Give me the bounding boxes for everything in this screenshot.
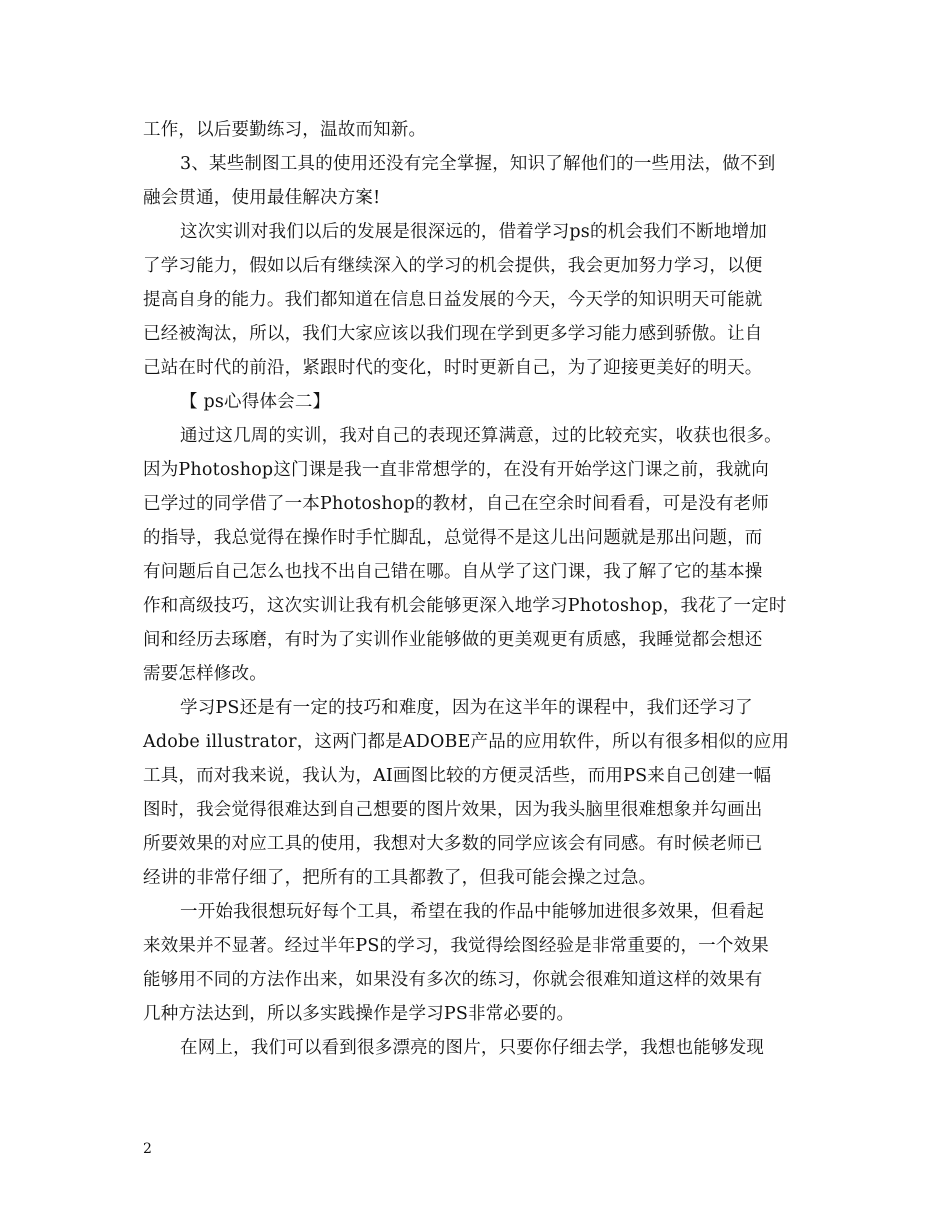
section-heading: 【 ps心得体会二】: [180, 392, 331, 412]
text-line: 图时，我会觉得很难达到自己想要的图片效果，因为我头脑里很难想象并勾画出: [143, 800, 763, 820]
text-line: 一开始我很想玩好每个工具，希望在我的作品中能够加进很多效果，但看起: [180, 902, 765, 922]
text-line: 已学过的同学借了一本Photoshop的教材，自己在空余时间看看，可是没有老师: [143, 494, 769, 514]
text-line: 能够用不同的方法作出来，如果没有多次的练习，你就会很难知道这样的效果有: [143, 970, 763, 990]
text-line: 来效果并不显著。经过半年PS的学习，我觉得绘图经验是非常重要的，一个效果: [143, 936, 769, 956]
text-line: 有问题后自己怎么也找不出自己错在哪。自从学了这门课，我了解了它的基本操: [143, 562, 763, 582]
text-line: 这次实训对我们以后的发展是很深远的，借着学习ps的机会我们不断地增加: [180, 222, 767, 242]
text-line: 工作，以后要勤练习，温故而知新。: [143, 120, 427, 140]
text-line: 了学习能力，假如以后有继续深入的学习的机会提供，我会更加努力学习，以便: [143, 256, 763, 276]
text-line: 所要效果的对应工具的使用，我想对大多数的同学应该会有同感。有时候老师已: [143, 834, 763, 854]
text-line: 的指导，我总觉得在操作时手忙脚乱，总觉得不是这儿出问题就是那出问题，而: [143, 528, 763, 548]
text-line: 已经被淘汰，所以，我们大家应该以我们现在学到更多学习能力感到骄傲。让自: [143, 324, 763, 344]
text-line: 己站在时代的前沿，紧跟时代的变化，时时更新自己，为了迎接更美好的明天。: [143, 358, 763, 378]
page-number: 2: [143, 1141, 152, 1157]
text-line: 在网上，我们可以看到很多漂亮的图片，只要你仔细去学，我想也能够发现: [180, 1038, 765, 1058]
text-line: 提高自身的能力。我们都知道在信息日益发展的今天，今天学的知识明天可能就: [143, 290, 763, 310]
text-line: 经讲的非常仔细了，把所有的工具都教了，但我可能会操之过急。: [143, 868, 657, 888]
text-line: 3、某些制图工具的使用还没有完全掌握，知识了解他们的一些用法，做不到: [180, 154, 776, 174]
text-line: Adobe illustrator，这两门都是ADOBE产品的应用软件，所以有很多相似的应用: [143, 732, 790, 752]
text-line: 学习PS还是有一定的技巧和难度，因为在这半年的课程中，我们还学习了: [180, 698, 753, 718]
text-line: 工具，而对我来说，我认为，AI画图比较的方便灵活些，而用PS来自己创建一幅: [143, 766, 772, 786]
text-line: 需要怎样修改。: [143, 664, 267, 684]
text-line: 间和经历去琢磨，有时为了实训作业能够做的更美观更有质感，我睡觉都会想还: [143, 630, 763, 650]
text-line: 融会贯通，使用最佳解决方案!: [143, 188, 381, 208]
text-line: 通过这几周的实训，我对自己的表现还算满意，过的比较充实，收获也很多。: [180, 426, 782, 446]
text-line: 几种方法达到，所以多实践操作是学习PS非常必要的。: [143, 1004, 575, 1024]
text-line: 作和高级技巧，这次实训让我有机会能够更深入地学习Photoshop，我花了一定时: [143, 596, 787, 616]
text-line: 因为Photoshop这门课是我一直非常想学的，在没有开始学这门课之前，我就向: [143, 460, 769, 480]
